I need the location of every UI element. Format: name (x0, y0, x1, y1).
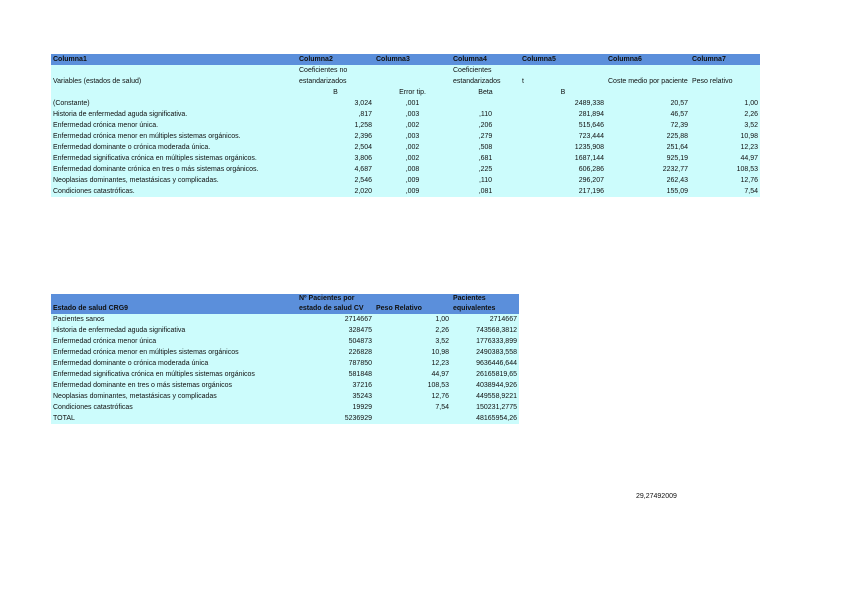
empty-cell[interactable] (606, 87, 690, 98)
b-cell[interactable]: 3,024 (297, 98, 374, 109)
t-cell[interactable]: 606,286 (520, 164, 606, 175)
estado-cell[interactable]: Neoplasias dominantes, metastásicas y complicadas (51, 391, 297, 402)
variable-cell[interactable]: Condiciones catastróficas. (51, 186, 297, 197)
unstd-coef-label[interactable]: Coeficientes no estandarizados (297, 65, 374, 87)
beta-cell[interactable]: ,110 (451, 109, 520, 120)
b-cell[interactable]: 4,687 (297, 164, 374, 175)
pacientes-equivalentes-cell[interactable]: 150231,2775 (451, 402, 519, 413)
peso-relativo-cell[interactable]: 12,76 (374, 391, 451, 402)
t-cell[interactable]: 2489,338 (520, 98, 606, 109)
regression-table (51, 54, 760, 197)
pacientes-equivalentes-cell[interactable]: 9636446,644 (451, 358, 519, 369)
peso-cell[interactable]: 7,54 (690, 186, 760, 197)
error-cell[interactable]: ,002 (374, 142, 451, 153)
error-cell[interactable]: ,009 (374, 186, 451, 197)
b-cell[interactable]: 1,258 (297, 120, 374, 131)
n-pacientes-cell[interactable]: 787850 (297, 358, 374, 369)
n-pacientes-header[interactable]: Nº Pacientes por estado de salud CV (297, 294, 374, 314)
table2-row (51, 347, 519, 358)
b-cell[interactable]: 2,546 (297, 175, 374, 186)
t-cell[interactable]: 1687,144 (520, 153, 606, 164)
table2-row (51, 369, 519, 380)
peso-cell[interactable]: 10,98 (690, 131, 760, 142)
beta-cell[interactable]: ,081 (451, 186, 520, 197)
t-cell[interactable]: 217,196 (520, 186, 606, 197)
table1-col3-header[interactable]: Columna3 (374, 54, 451, 65)
t-cell[interactable]: 723,444 (520, 131, 606, 142)
error-cell[interactable]: ,002 (374, 120, 451, 131)
beta-cell[interactable]: ,681 (451, 153, 520, 164)
variable-cell[interactable]: (Constante) (51, 98, 297, 109)
table1-col4-header[interactable]: Columna4 (451, 54, 520, 65)
table1-row (51, 164, 760, 175)
table1-row (51, 175, 760, 186)
b-cell[interactable]: 2,020 (297, 186, 374, 197)
error-tip-label[interactable]: Error tip. (374, 87, 451, 98)
beta-cell[interactable] (451, 98, 520, 109)
empty-cell[interactable] (690, 87, 760, 98)
table1-col7-header[interactable]: Columna7 (690, 54, 760, 65)
b2-label[interactable]: B (520, 87, 606, 98)
total-eq[interactable]: 48165954,26 (451, 413, 519, 424)
pacientes-equivalentes-cell[interactable]: 2490383,558 (451, 347, 519, 358)
table1-col2-header[interactable]: Columna2 (297, 54, 374, 65)
t-cell[interactable]: 296,207 (520, 175, 606, 186)
table1-row (51, 142, 760, 153)
pacientes-equivalentes-cell[interactable]: 743568,3812 (451, 325, 519, 336)
peso-relativo-cell[interactable]: 7,54 (374, 402, 451, 413)
b-cell[interactable]: 3,806 (297, 153, 374, 164)
table1-row (51, 109, 760, 120)
peso-relativo-cell[interactable]: 108,53 (374, 380, 451, 391)
std-coef-label[interactable]: Coeficientes estandarizados (451, 65, 520, 87)
table2-row (51, 358, 519, 369)
variable-cell[interactable]: Enfermedad crónica menor única. (51, 120, 297, 131)
table2-total-row (51, 413, 519, 424)
estado-cell[interactable]: Condiciones catastróficas (51, 402, 297, 413)
table1-header-row (51, 54, 760, 65)
n-pacientes-cell[interactable]: 19929 (297, 402, 374, 413)
peso-relativo-header[interactable]: Peso Relativo (374, 294, 451, 314)
extra-value-cell[interactable]: 29,27492009 (636, 493, 677, 500)
peso-relativo-cell[interactable]: 10,98 (374, 347, 451, 358)
peso-cell[interactable]: 3,52 (690, 120, 760, 131)
t-cell[interactable]: 1235,908 (520, 142, 606, 153)
error-cell[interactable]: ,003 (374, 109, 451, 120)
error-cell[interactable]: ,009 (374, 175, 451, 186)
estado-cell[interactable]: Enfermedad crónica menor única (51, 336, 297, 347)
pacientes-equivalentes-cell[interactable]: 449558,9221 (451, 391, 519, 402)
peso-cell[interactable]: 12,76 (690, 175, 760, 186)
table1-col1-header[interactable]: Columna1 (51, 54, 297, 65)
estado-cell[interactable]: Enfermedad crónica menor en múltiples sistemas orgánicos (51, 347, 297, 358)
table2-row (51, 325, 519, 336)
variable-cell[interactable]: Enfermedad significativa crónica en múltiples sistemas orgánicos. (51, 153, 297, 164)
coste-cell[interactable]: 20,57 (606, 98, 690, 109)
b-cell[interactable]: 2,396 (297, 131, 374, 142)
table1-subheader-row (51, 65, 760, 87)
n-pacientes-cell[interactable]: 35243 (297, 391, 374, 402)
t-label[interactable]: t (520, 65, 606, 87)
pacientes-equivalentes-cell[interactable]: 26165819,65 (451, 369, 519, 380)
peso-relativo-cell[interactable]: 1,00 (374, 314, 451, 325)
coste-cell[interactable]: 225,88 (606, 131, 690, 142)
beta-cell[interactable]: ,110 (451, 175, 520, 186)
coste-medio-label[interactable]: Coste medio por paciente (606, 65, 690, 87)
coste-cell[interactable]: 262,43 (606, 175, 690, 186)
estado-cell[interactable]: Enfermedad dominante o crónica moderada única (51, 358, 297, 369)
variables-label[interactable]: Variables (estados de salud) (51, 65, 297, 87)
beta-cell[interactable]: ,508 (451, 142, 520, 153)
beta-label[interactable]: Beta (451, 87, 520, 98)
t-cell[interactable]: 515,646 (520, 120, 606, 131)
estado-cell[interactable]: Enfermedad dominante en tres o más sistemas orgánicos (51, 380, 297, 391)
t-cell[interactable]: 281,894 (520, 109, 606, 120)
table2-body (51, 314, 519, 413)
pacientes-equivalentes-cell[interactable]: 2714667 (451, 314, 519, 325)
n-pacientes-cell[interactable]: 2714667 (297, 314, 374, 325)
b-cell[interactable]: 2,504 (297, 142, 374, 153)
table1-row (51, 120, 760, 131)
n-pacientes-cell[interactable]: 226828 (297, 347, 374, 358)
coste-cell[interactable]: 72,39 (606, 120, 690, 131)
peso-cell[interactable]: 2,26 (690, 109, 760, 120)
peso-relativo-cell[interactable]: 44,97 (374, 369, 451, 380)
coste-cell[interactable]: 925,19 (606, 153, 690, 164)
table2-row (51, 336, 519, 347)
variable-cell[interactable]: Enfermedad dominante crónica en tres o más sistemas orgánicos. (51, 164, 297, 175)
table2-row (51, 380, 519, 391)
table1-col5-header[interactable]: Columna5 (520, 54, 606, 65)
peso-relativo-cell[interactable]: 3,52 (374, 336, 451, 347)
b-label[interactable]: B (297, 87, 374, 98)
table1-row (51, 186, 760, 197)
estado-cell[interactable]: Pacientes sanos (51, 314, 297, 325)
beta-cell[interactable]: ,206 (451, 120, 520, 131)
total-n[interactable]: 5236929 (297, 413, 374, 424)
peso-cell[interactable]: 44,97 (690, 153, 760, 164)
peso-relativo-cell[interactable]: 12,23 (374, 358, 451, 369)
table2-header-row (51, 294, 519, 314)
error-cell[interactable]: ,002 (374, 153, 451, 164)
pacientes-equivalentes-cell[interactable]: 4038944,926 (451, 380, 519, 391)
table1-row (51, 98, 760, 109)
estado-salud-header[interactable]: Estado de salud CRG9 (51, 294, 297, 314)
table1-row (51, 153, 760, 164)
total-label[interactable]: TOTAL (51, 413, 297, 424)
table2-row (51, 402, 519, 413)
peso-cell[interactable]: 1,00 (690, 98, 760, 109)
b-cell[interactable]: ,817 (297, 109, 374, 120)
coste-cell[interactable]: 2232,77 (606, 164, 690, 175)
table2-row (51, 314, 519, 325)
table2-row (51, 391, 519, 402)
pacientes-equivalentes-cell[interactable]: 1776333,899 (451, 336, 519, 347)
n-pacientes-cell[interactable]: 37216 (297, 380, 374, 391)
n-pacientes-cell[interactable]: 581848 (297, 369, 374, 380)
pacientes-equivalentes-header[interactable]: Pacientes equivalentes (451, 294, 519, 314)
beta-cell[interactable]: ,279 (451, 131, 520, 142)
equivalent-patients-table (51, 294, 519, 424)
table1-col6-header[interactable]: Columna6 (606, 54, 690, 65)
variable-cell[interactable]: Enfermedad dominante o crónica moderada única. (51, 142, 297, 153)
beta-cell[interactable]: ,225 (451, 164, 520, 175)
n-pacientes-cell[interactable]: 328475 (297, 325, 374, 336)
error-cell[interactable]: ,008 (374, 164, 451, 175)
coste-cell[interactable]: 251,64 (606, 142, 690, 153)
table1-body (51, 98, 760, 197)
variable-cell[interactable]: Historia de enfermedad aguda significativa. (51, 109, 297, 120)
peso-relativo-cell[interactable]: 2,26 (374, 325, 451, 336)
peso-relativo-label[interactable]: Peso relativo (690, 65, 760, 87)
estado-cell[interactable]: Historia de enfermedad aguda significativa (51, 325, 297, 336)
estado-cell[interactable]: Enfermedad significativa crónica en múltiples sistemas orgánicos (51, 369, 297, 380)
error-cell[interactable]: ,001 (374, 98, 451, 109)
peso-cell[interactable]: 108,53 (690, 164, 760, 175)
table1-row (51, 131, 760, 142)
empty-cell[interactable] (51, 87, 297, 98)
peso-cell[interactable]: 12,23 (690, 142, 760, 153)
error-cell[interactable]: ,003 (374, 131, 451, 142)
empty-cell[interactable] (374, 65, 451, 87)
coste-cell[interactable]: 46,57 (606, 109, 690, 120)
n-pacientes-cell[interactable]: 504873 (297, 336, 374, 347)
coste-cell[interactable]: 155,09 (606, 186, 690, 197)
empty-cell[interactable] (374, 413, 451, 424)
variable-cell[interactable]: Enfermedad crónica menor en múltiples sistemas orgánicos. (51, 131, 297, 142)
variable-cell[interactable]: Neoplasias dominantes, metastásicas y complicadas. (51, 175, 297, 186)
table1-subheader2-row (51, 87, 760, 98)
